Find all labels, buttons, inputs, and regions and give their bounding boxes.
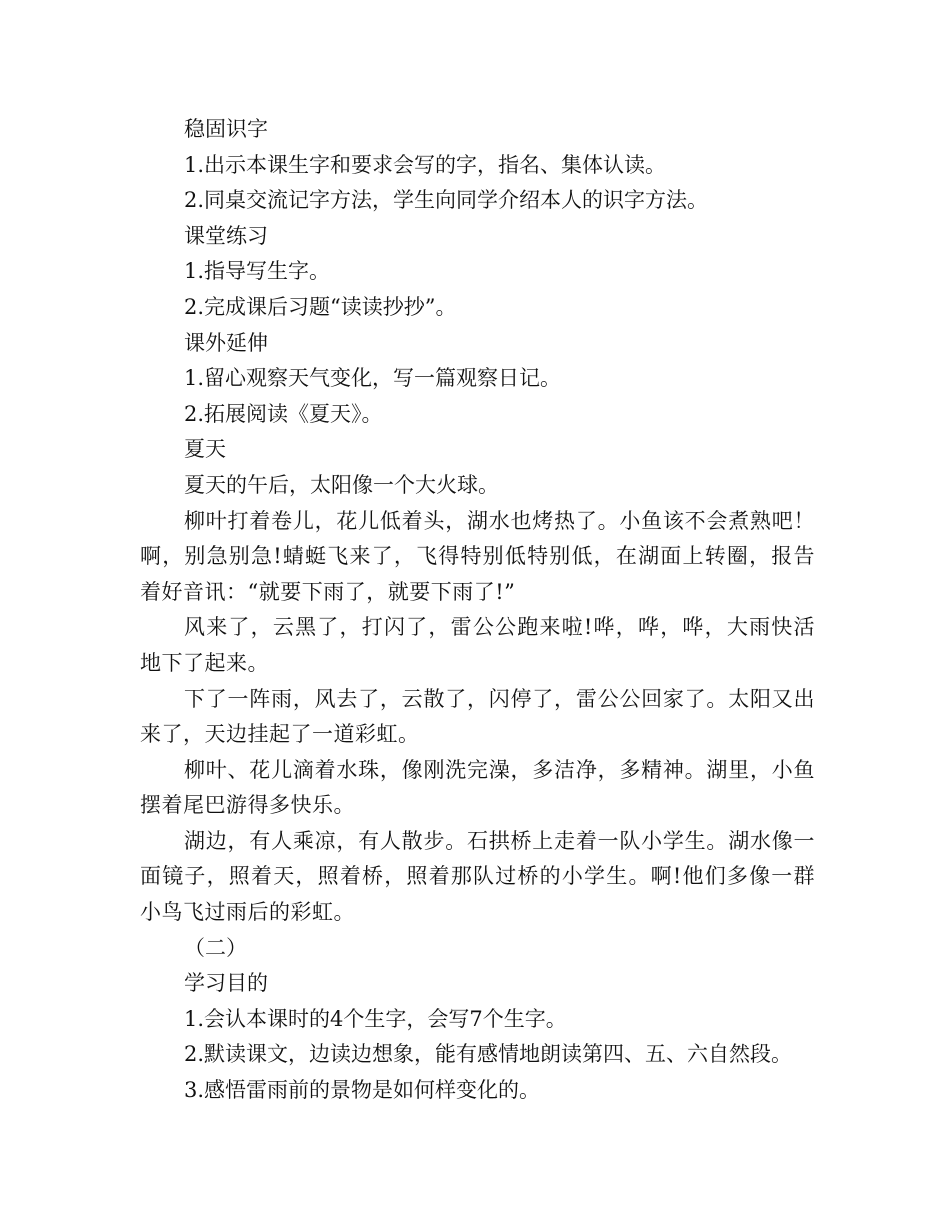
list-item: 2.默读课文，边读边想象，能有感情地朗读第四、五、六自然段。 [184, 1042, 793, 1067]
heading-learning-goals: 学习目的 [184, 971, 268, 996]
paragraph: 风来了，云黑了，打闪了，雷公公跑来啦!哗，哗，哗，大雨快活地下了起来。 [140, 615, 815, 675]
list-item: 2.完成课后习题“读读抄抄”。 [184, 294, 457, 319]
paragraph: 下了一阵雨，风去了，云散了，闪停了，雷公公回家了。太阳又出来了，天边挂起了一道彩虹。 [140, 686, 815, 747]
list-item: 2.拓展阅读《夏天》。 [184, 401, 383, 426]
heading-classroom-practice: 课堂练习 [184, 223, 268, 248]
list-item: 1.出示本课生字和要求会写的字，指名、集体认读。 [184, 152, 667, 177]
list-item: 2.同桌交流记字方法，学生向同学介绍本人的识字方法。 [184, 188, 709, 213]
poem-title: 夏天 [184, 437, 226, 462]
paragraph: 柳叶、花儿滴着水珠，像刚洗完澡，多洁净，多精神。湖里，小鱼摆着尾巴游得多快乐。 [140, 757, 815, 818]
section-number: （二） [184, 935, 247, 960]
list-item: 1.指导写生字。 [184, 259, 331, 284]
list-item: 1.留心观察天气变化，写一篇观察日记。 [184, 366, 562, 391]
heading-extension: 课外延伸 [184, 330, 268, 355]
document-body [140, 112, 815, 1109]
paragraph: 湖边，有人乘凉，有人散步。石拱桥上走着一队小学生。湖水像一面镜子，照着天，照着桥，照着那队过桥的小学生。啊!他们多像一群小鸟飞过雨后的彩虹。 [140, 828, 815, 925]
list-item: 3.感悟雷雨前的景物是如何样变化的。 [184, 1078, 541, 1103]
heading-consolidate-literacy: 稳固识字 [184, 117, 268, 141]
paragraph: 柳叶打着卷儿，花儿低着头，湖水也烤热了。小鱼该不会煮熟吧！啊，别急别急!蜻蜓飞来了，飞得特别低特别低，在湖面上转圈，报告着好音讯：“就要下雨了，就要下雨了!” [140, 508, 815, 604]
text-line: 夏天的午后，太阳像一个大火球。 [184, 472, 499, 497]
list-item: 1.会认本课时的4个生字，会写7个生字。 [184, 1006, 567, 1031]
